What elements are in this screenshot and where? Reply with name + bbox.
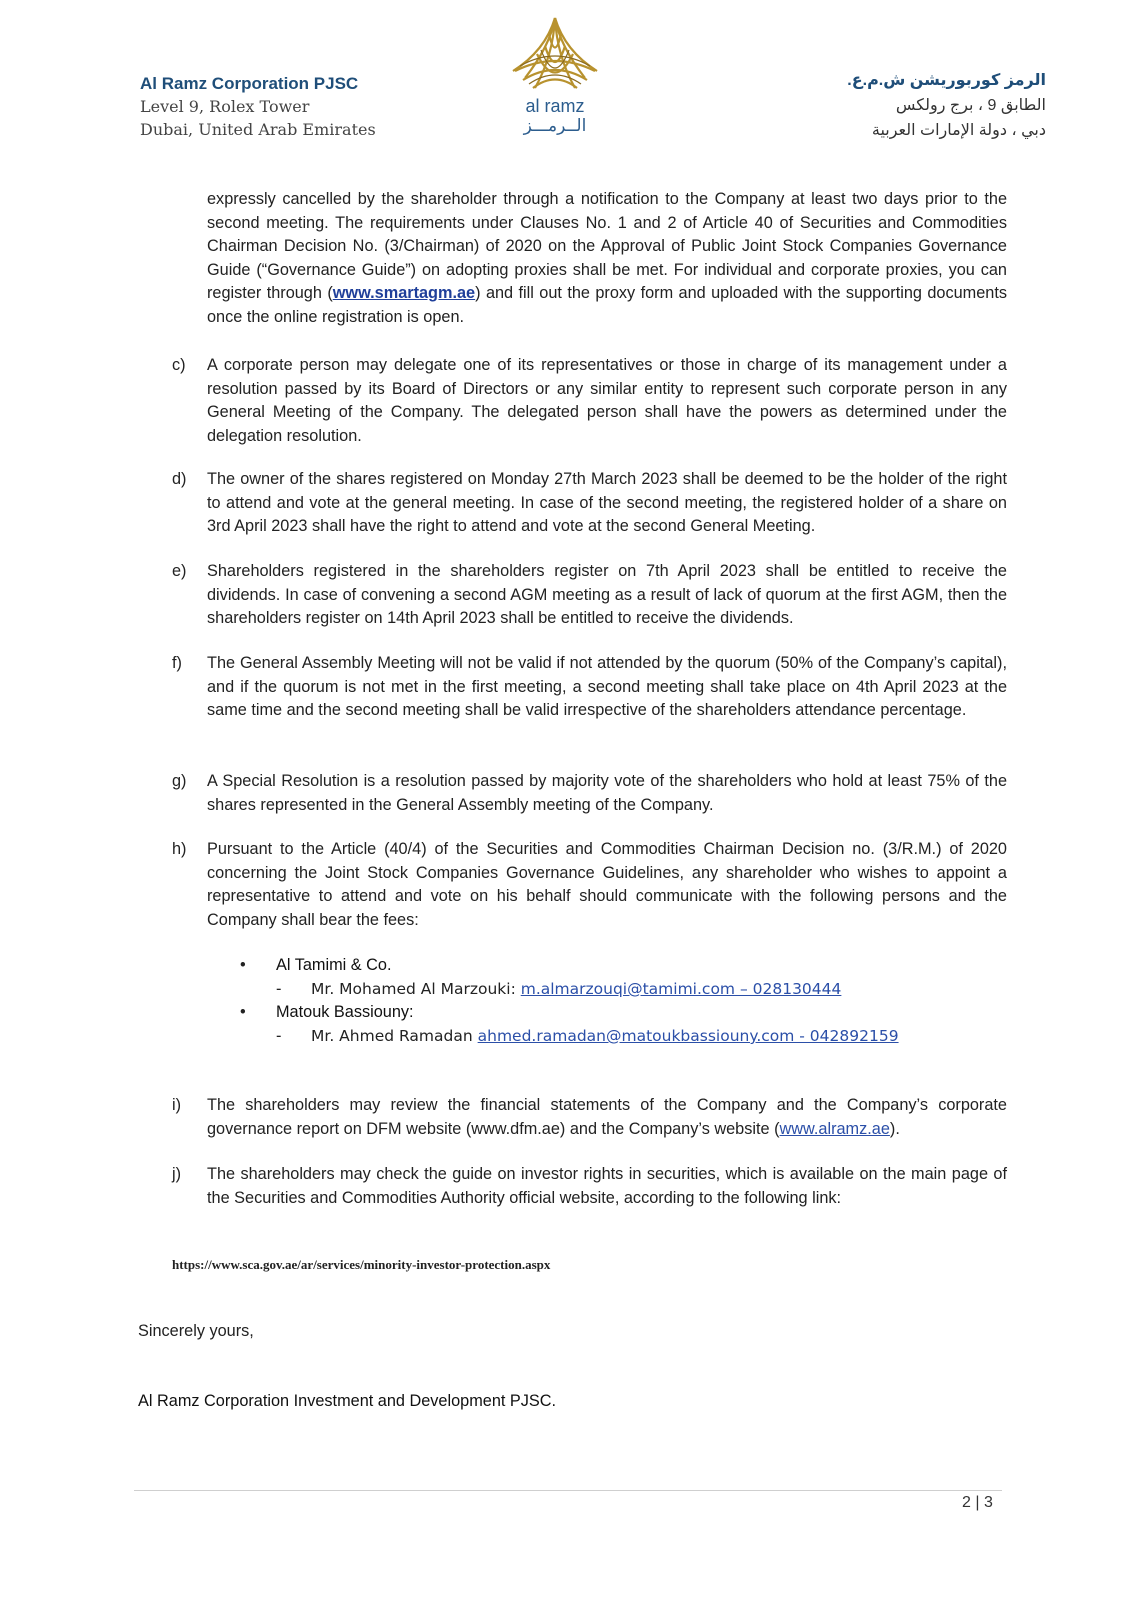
- alramz-website-link[interactable]: www.alramz.ae: [779, 1119, 890, 1138]
- address-line-ar-1: الطابق 9 ، برج رولكس: [895, 97, 1046, 114]
- smartagm-link[interactable]: www.smartagm.ae: [332, 284, 476, 302]
- header-left-address: [140, 72, 376, 141]
- page-number: 2 | 3: [962, 1494, 993, 1511]
- dash-1: -: [276, 980, 282, 998]
- footer-divider: [134, 1490, 1002, 1491]
- logo-text-en: al ramz: [525, 96, 585, 116]
- contact-person-2: Mr. Ahmed Ramadan: [311, 1027, 478, 1045]
- item-f-marker: f): [172, 654, 182, 672]
- item-h-text: Pursuant to the Article (40/4) of the Securities and Commodities Chairman Decision no. (3/R.M.) of 2020 concerning the Joint Stock Companies Governance Guidelines, any shareholder who wishes to appoint a representative to attend and vote on his behalf should communicate with the following persons and the Company shall bear the fees:: [207, 840, 1007, 929]
- item-i-text-post: ).: [889, 1119, 900, 1138]
- firm-name-2: Matouk Bassiouny:: [276, 1003, 414, 1021]
- item-d-text: The owner of the shares registered on Monday 27th March 2023 shall be deemed to be the holder of the right to attend and vote at the general meeting. In case of the second meeting, the registered holder of a share on 3rd April 2023 shall have the right to attend and vote at the second General Meeting.: [207, 470, 1007, 535]
- contact-person-1: Mr. Mohamed Al Marzouki:: [311, 980, 521, 998]
- firm-name-1: Al Tamimi & Co.: [276, 956, 392, 974]
- contact-line-2: [311, 1025, 899, 1049]
- contact-email-link-1[interactable]: m.almarzouqi@tamimi.com – 028130444: [520, 980, 842, 998]
- header-right-address: [847, 68, 1046, 143]
- address-line-2: Dubai, United Arab Emirates: [140, 120, 376, 139]
- sca-link[interactable]: https://www.sca.gov.ae/ar/services/minority-investor-protection.aspx: [172, 1257, 551, 1272]
- item-j-marker: j): [172, 1165, 182, 1183]
- contact-email-link-2[interactable]: ahmed.ramadan@matoukbassiouny.com - 042892159: [477, 1027, 899, 1045]
- address-line-1: Level 9, Rolex Tower: [140, 97, 310, 116]
- logo-text-ar: الــرمـــز: [523, 116, 587, 135]
- closing-text: Sincerely yours,: [138, 1322, 254, 1340]
- item-i-text: [207, 1094, 1007, 1141]
- bullet-2: •: [240, 1003, 246, 1021]
- item-h-marker: h): [172, 840, 187, 858]
- item-i-marker: i): [172, 1096, 182, 1114]
- bullet-1: •: [240, 956, 246, 974]
- dash-2: -: [276, 1027, 282, 1045]
- item-g-text: A Special Resolution is a resolution passed by majority vote of the shareholders who hold at least 75% of the shares represented in the General Assembly meeting of the Company.: [207, 772, 1007, 814]
- signature-company: Al Ramz Corporation Investment and Development PJSC.: [138, 1392, 557, 1410]
- address-line-ar-2: دبي ، دولة الإمارات العربية: [871, 122, 1046, 139]
- item-g-marker: g): [172, 772, 187, 790]
- gold-star-logo-icon: [505, 16, 605, 96]
- item-e-marker: e): [172, 562, 187, 580]
- company-name-en: Al Ramz Corporation PJSC: [140, 74, 359, 93]
- item-f-text: The General Assembly Meeting will not be valid if not attended by the quorum (50% of the Company’s capital), and if the quorum is not met in the first meeting, a second meeting shall take place on 4th April 2023 at the same time and the second meeting shall be valid irrespective of the shareholders attendance percentage.: [207, 654, 1007, 719]
- intro-text-pre: expressly cancelled by the shareholder through a notification to the Company at least two days prior to the second meeting. The requirements under Clauses No. 1 and 2 of Article 40 of Securities and Commodities Chairman Decision No. (3/Chairman) of 2020 on the Approval of Public Joint Stock Companies Governance Guide (“Governance Guide”) on adopting proxies shall be met. For individual and corporate proxies, you can register through (: [207, 190, 1007, 302]
- item-c-text: A corporate person may delegate one of its representatives or those in charge of its management under a resolution passed by its Board of Directors or any similar entity to represent such corporate person in any General Meeting of the Company. The delegated person shall have the powers as determined under the delegation resolution.: [207, 356, 1007, 445]
- al-ramz-logo: [505, 16, 605, 141]
- item-d-marker: d): [172, 470, 187, 488]
- intro-text-post: ) and fill out the proxy form and uploaded with the supporting documents once the online registration is open.: [207, 284, 1008, 326]
- company-name-ar: الرمز كوربوريشن ش.م.ع.: [847, 72, 1046, 89]
- item-e-text: Shareholders registered in the shareholders register on 7th April 2023 shall be entitled to receive the dividends. In case of convening a second AGM meeting as a result of lack of quorum at the first AGM, then the shareholders register on 14th April 2023 shall be entitled to receive the dividends.: [207, 562, 1007, 627]
- item-j-text: The shareholders may check the guide on investor rights in securities, which is available on the main page of the Securities and Commodities Authority official website, according to the following link:: [207, 1165, 1007, 1207]
- item-i-text-pre: The shareholders may review the financial statements of the Company and the Company’s corporate governance report on DFM website (www.dfm.ae) and the Company’s website (: [207, 1096, 1007, 1138]
- contact-line-1: [311, 978, 841, 1002]
- intro-paragraph: [207, 188, 1007, 329]
- item-c-marker: c): [172, 356, 186, 374]
